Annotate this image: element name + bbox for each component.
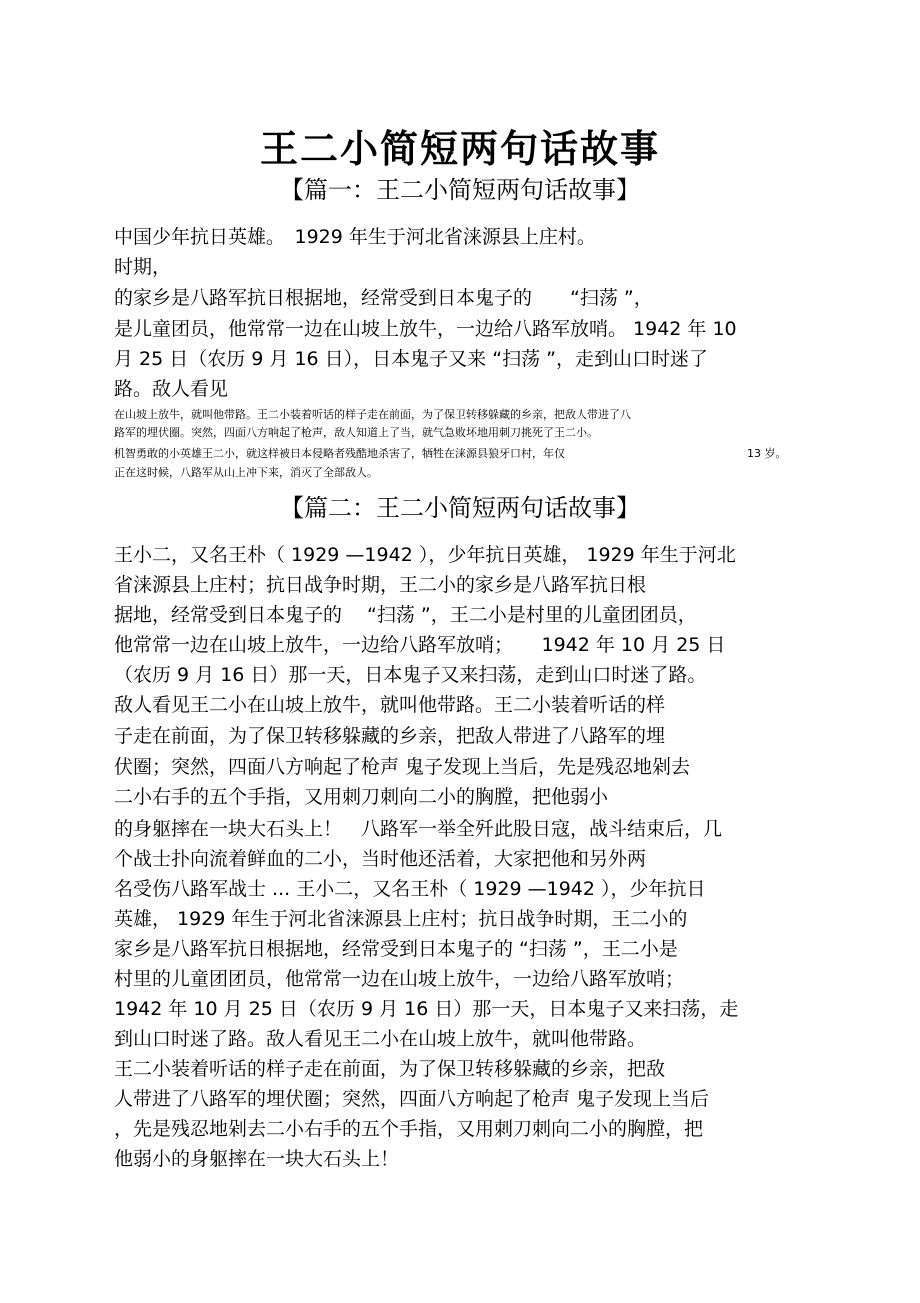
small-print-line: 正在这时候，八路军从山上冲下来，消灭了全部敌人。 (114, 466, 378, 479)
section-1-line: 是儿童团员，他常常一边在山坡上放牛，一边给八路军放哨。 1942 年 10 (114, 318, 737, 340)
small-print-line: 机智勇敢的小英雄王二小，就这样被日本侵略者残酷地杀害了，牺牲在涞源县狼牙口村，年仅 (114, 447, 565, 460)
section-2-line: 的身躯摔在一块大石头上！ 八路军一举全歼此股日寇，战斗结束后，几 (114, 818, 723, 840)
section-2-line: 名受伤八路军战士 ... 王小二，又名王朴（ 1929 —1942 ），少年抗日 (114, 878, 706, 900)
section-2-line: 人带进了八路军的埋伏圈；突然，四面八方响起了枪声 鬼子发现上当后 (114, 1088, 710, 1110)
section-2-line: 到山口时迷了路。敌人看见王二小在山坡上放牛，就叫他带路。 (114, 1028, 647, 1050)
section-2-heading: 【篇二：王二小简短两句话故事】 (280, 494, 640, 522)
section-1-line: 路。敌人看见 (114, 378, 229, 400)
section-2-line: 王二小装着听话的样子走在前面，为了保卫转移躲藏的乡亲，把敌 (114, 1058, 666, 1080)
section-1-line: 的家乡是八路军抗日根据地，经常受到日本鬼子的 “扫荡 ”， (114, 287, 653, 309)
small-print-line: 路军的埋伏圈。突然，四面八方响起了枪声，敌人知道上了当，就气急败坏地用刺刀挑死了王二小。 (114, 426, 598, 439)
page-title: 王二小简短两句话故事 (259, 126, 660, 171)
section-2-line: 省涞源县上庄村；抗日战争时期，王二小的家乡是八路军抗日根 (114, 574, 647, 596)
section-2-line: 据地，经常受到日本鬼子的 “扫荡 ”，王二小是村里的儿童团团员， (114, 604, 697, 626)
section-2-line: 1942 年 10 月 25 日（农历 9 月 16 日）那一天，日本鬼子又来扫荡，走 (114, 998, 739, 1020)
section-1-line: 时期， (114, 256, 172, 278)
section-2-line: ，先是残忍地剁去二小右手的五个手指，又用刺刀刺向二小的胸膛，把 (114, 1118, 704, 1140)
section-1-line: 月 25 日（农历 9 月 16 日），日本鬼子又来 “扫荡 ”，走到山口时迷了 (114, 348, 708, 370)
section-2-line: 他弱小的身躯摔在一块大石头上！ (114, 1148, 400, 1170)
section-2-line: 村里的儿童团团员，他常常一边在山坡上放牛，一边给八路军放哨； (114, 968, 685, 990)
section-1-heading: 【篇一：王二小简短两句话故事】 (280, 176, 640, 204)
small-print-line: 在山坡上放牛，就叫他带路。王二小装着听话的样子走在前面，为了保卫转移躲藏的乡亲，把敌人带进了八 (114, 408, 631, 421)
section-2-line: 敌人看见王二小在山坡上放牛，就叫他带路。王二小装着听话的样 (114, 694, 666, 716)
section-1-line: 中国少年抗日英雄。 1929 年生于河北省涞源县上庄村。 (114, 226, 596, 248)
small-print-age: 13 岁。 (747, 447, 787, 460)
section-2-line: （农历 9 月 16 日）那一天，日本鬼子又来扫荡，走到山口时迷了路。 (114, 664, 707, 686)
section-2-line: 英雄， 1929 年生于河北省涞源县上庄村；抗日战争时期，王二小的 (114, 908, 688, 930)
section-2-line: 家乡是八路军抗日根据地，经常受到日本鬼子的 “扫荡 ”，王二小是 (114, 938, 678, 960)
section-2-line: 二小右手的五个手指，又用刺刀刺向二小的胸膛，把他弱小 (114, 786, 609, 808)
section-2-line: 个战士扑向流着鲜血的二小，当时他还活着，大家把他和另外两 (114, 848, 647, 870)
section-2-line: 子走在前面，为了保卫转移躲藏的乡亲，把敌人带进了八路军的埋 (114, 725, 666, 747)
section-2-line: 王小二，又名王朴（ 1929 —1942 ），少年抗日英雄， 1929 年生于河北 (114, 544, 736, 566)
section-2-line: 他常常一边在山坡上放牛，一边给八路军放哨； 1942 年 10 月 25 日 (114, 634, 726, 656)
section-2-line: 伏圈；突然，四面八方响起了枪声 鬼子发现上当后，先是残忍地剁去 (114, 756, 691, 778)
